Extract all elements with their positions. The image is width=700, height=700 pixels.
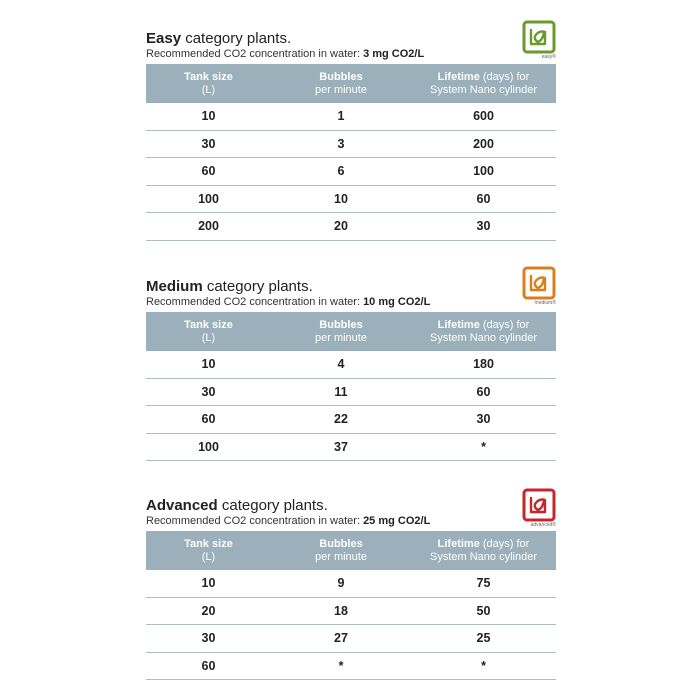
- bubbles-cell: *: [271, 652, 411, 680]
- bubbles-cell: 10: [271, 185, 411, 213]
- table-row: [146, 597, 556, 625]
- table-row: [146, 406, 556, 434]
- table-row: [146, 158, 556, 186]
- medium-table: [146, 312, 556, 461]
- tank-cell: 60: [146, 406, 271, 434]
- table-row: [146, 103, 556, 130]
- lifetime-cell: 60: [411, 378, 556, 406]
- tank-cell: 10: [146, 351, 271, 378]
- tank-cell: 30: [146, 130, 271, 158]
- lifetime-cell: *: [411, 652, 556, 680]
- section-subtitle: Recommended CO2 concentration in water: 25 mg CO2/L: [146, 515, 431, 527]
- medium-plant-icon: [522, 266, 556, 300]
- lifetime-cell: 50: [411, 597, 556, 625]
- bubbles-cell: 18: [271, 597, 411, 625]
- lifetime-cell: 200: [411, 130, 556, 158]
- section-subtitle: Recommended CO2 concentration in water: 3 mg CO2/L: [146, 48, 425, 60]
- tank-cell: 10: [146, 570, 271, 597]
- tank-cell: 60: [146, 652, 271, 680]
- bubbles-cell: 6: [271, 158, 411, 186]
- lifetime-cell: 100: [411, 158, 556, 186]
- header-lifetime: Lifetime (days) for System Nano cylinder: [411, 64, 556, 103]
- table-row: [146, 652, 556, 680]
- lifetime-cell: 25: [411, 625, 556, 653]
- table-row: [146, 130, 556, 158]
- advanced-badge-label: advanced®: [530, 522, 556, 528]
- table-header-row: [146, 312, 556, 351]
- bubbles-cell: 11: [271, 378, 411, 406]
- tank-cell: 200: [146, 213, 271, 241]
- header-bubbles: Bubbles per minute: [271, 531, 411, 570]
- header-lifetime: Lifetime (days) for System Nano cylinder: [411, 312, 556, 351]
- table-row: [146, 378, 556, 406]
- table-row: [146, 185, 556, 213]
- header-tank-size: Tank size (L): [146, 312, 271, 351]
- table-header-row: [146, 531, 556, 570]
- table-row: [146, 570, 556, 597]
- section-title: Medium category plants.: [146, 278, 313, 295]
- lifetime-cell: 600: [411, 103, 556, 130]
- section-subtitle: Recommended CO2 concentration in water: 10 mg CO2/L: [146, 296, 431, 308]
- bubbles-cell: 27: [271, 625, 411, 653]
- table-row: [146, 351, 556, 378]
- header-bubbles: Bubbles per minute: [271, 64, 411, 103]
- header-tank-size: Tank size (L): [146, 64, 271, 103]
- tank-cell: 30: [146, 378, 271, 406]
- tank-cell: 20: [146, 597, 271, 625]
- bubbles-cell: 4: [271, 351, 411, 378]
- advanced-plant-icon: [522, 488, 556, 522]
- table-row: [146, 625, 556, 653]
- easy-table: [146, 64, 556, 241]
- lifetime-cell: *: [411, 433, 556, 461]
- section-title: Advanced category plants.: [146, 497, 328, 514]
- tank-cell: 60: [146, 158, 271, 186]
- tank-cell: 100: [146, 433, 271, 461]
- bubbles-cell: 37: [271, 433, 411, 461]
- lifetime-cell: 180: [411, 351, 556, 378]
- header-lifetime: Lifetime (days) for System Nano cylinder: [411, 531, 556, 570]
- table-row: [146, 433, 556, 461]
- section-title: Easy category plants.: [146, 30, 292, 47]
- easy-section: [146, 30, 556, 241]
- lifetime-cell: 30: [411, 213, 556, 241]
- medium-section: [146, 278, 556, 461]
- table-header-row: [146, 64, 556, 103]
- table-row: [146, 213, 556, 241]
- advanced-section: [146, 497, 556, 680]
- bubbles-cell: 3: [271, 130, 411, 158]
- lifetime-cell: 75: [411, 570, 556, 597]
- medium-badge-label: medium®: [534, 300, 556, 306]
- header-bubbles: Bubbles per minute: [271, 312, 411, 351]
- advanced-table: [146, 531, 556, 680]
- bubbles-cell: 9: [271, 570, 411, 597]
- easy-badge-label: easy®: [541, 54, 556, 60]
- tank-cell: 10: [146, 103, 271, 130]
- bubbles-cell: 22: [271, 406, 411, 434]
- bubbles-cell: 20: [271, 213, 411, 241]
- tank-cell: 100: [146, 185, 271, 213]
- header-tank-size: Tank size (L): [146, 531, 271, 570]
- lifetime-cell: 30: [411, 406, 556, 434]
- lifetime-cell: 60: [411, 185, 556, 213]
- bubbles-cell: 1: [271, 103, 411, 130]
- easy-plant-icon: [522, 20, 556, 54]
- tank-cell: 30: [146, 625, 271, 653]
